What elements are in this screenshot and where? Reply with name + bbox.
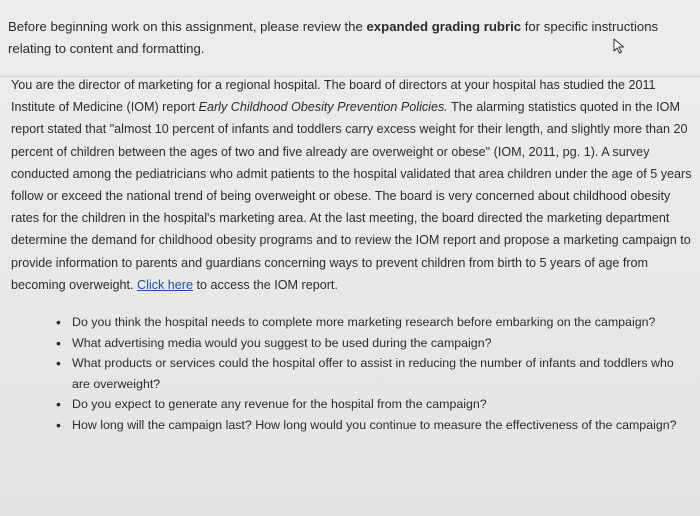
bullet-icon: • [56, 396, 61, 413]
report-title: Early Childhood Obesity Prevention Policies. [198, 100, 448, 115]
list-item [54, 312, 694, 333]
intro-text-after: for specific instructions relating to content and formatting. [8, 19, 659, 56]
grading-rubric-emphasis: expanded grading rubric [366, 19, 522, 34]
list-item [54, 333, 694, 354]
list-item [54, 353, 694, 394]
iom-report-link[interactable]: Click here [137, 277, 194, 292]
bullet-icon: • [56, 417, 61, 433]
question-text: What advertising media would you suggest to be used during the campaign? [72, 335, 492, 350]
list-item [54, 415, 694, 436]
scenario-text-part1: You are the director of marketing for a regional hospital. The board of directors at your hospital has studied the 2011 Institute of Medicine (IOM) report [11, 78, 656, 115]
scenario-paragraph [8, 74, 700, 296]
question-text: Do you think the hospital needs to complete more marketing research before embarking on the campaign? [72, 315, 656, 330]
questions-list [8, 312, 694, 436]
intro-instructions [8, 16, 698, 60]
list-item [54, 394, 694, 415]
section-divider [0, 76, 700, 77]
scenario-text-part2: The alarming statistics quoted in the IOM report stated that "almost 10 percent of infants and toddlers carry excess weight for their length, and slightly more than 20 percent of children between the ages of two and five already are overweight or obese" (IOM, 2011, pg. 1). A survey conducted among the pediatricians who admit patients to the hospital validated that area children under the age of 5 years follow or exceed the national trend of being overweight or obese. The board is very concerned about childhood obesity rates for the children in the hospital's marketing area. At the last meeting, the board directed the marketing department determine the demand for childhood obesity programs and to review the IOM report and propose a marketing campaign to provide information to parents and guardians concerning ways to prevent children from birth to 5 years of age from becoming overweight. [11, 100, 692, 292]
mouse-cursor-icon [613, 38, 627, 54]
bullet-icon: • [56, 314, 61, 331]
scenario-text-part3: to access the IOM report. [193, 277, 338, 292]
question-text: Do you expect to generate any revenue for the hospital from the campaign? [72, 397, 487, 412]
question-text: What products or services could the hospital offer to assist in reducing the number of infants and toddlers who are overweight? [72, 356, 674, 391]
intro-text-before: Before beginning work on this assignment, please review the [8, 19, 367, 34]
bullet-icon: • [56, 355, 61, 372]
bullet-icon: • [56, 334, 61, 351]
question-text: How long will the campaign last? How long would you continue to measure the effectiveness of the campaign? [72, 418, 677, 432]
